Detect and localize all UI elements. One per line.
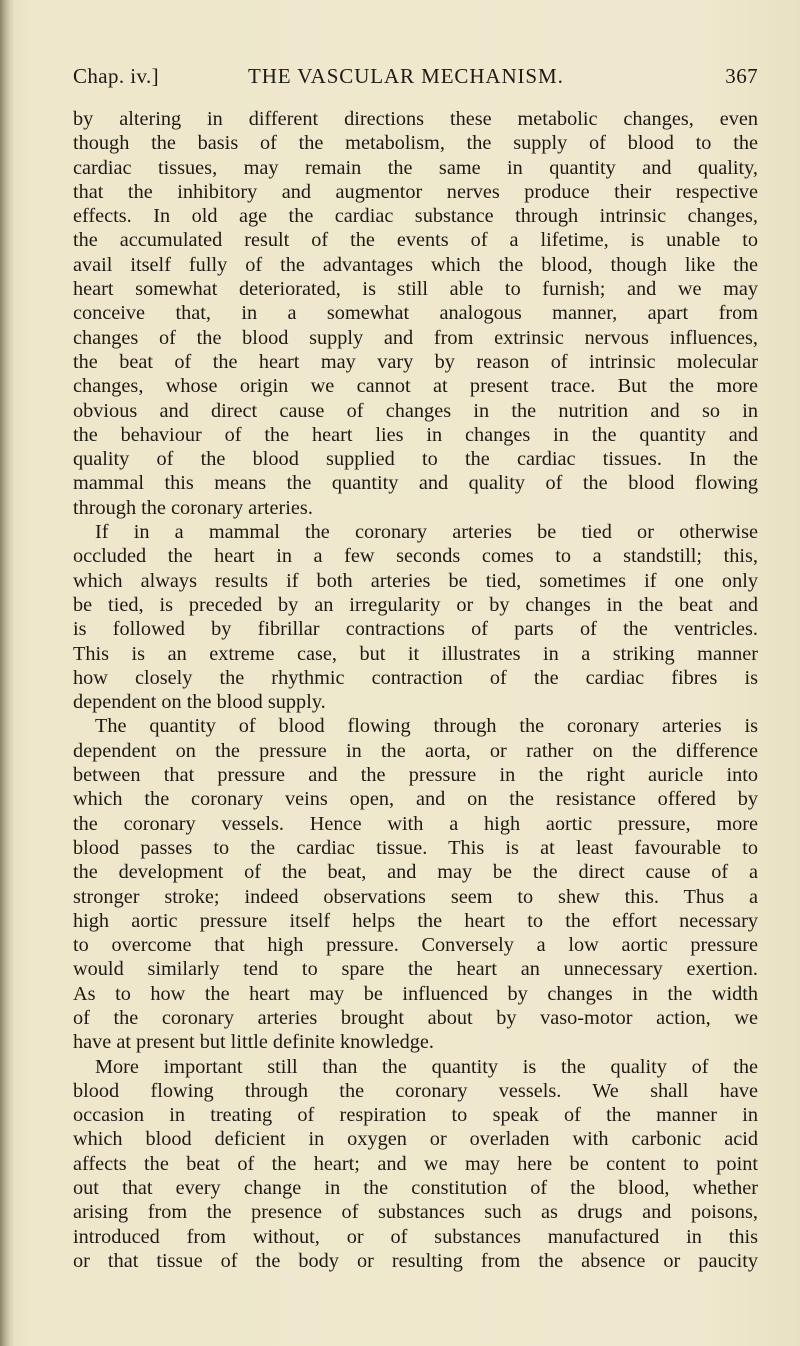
text-line: mammal this means the quantity and quality of the blood flowing [73,472,758,495]
text-line: changes, whose origin we cannot at present trace. But the more [73,375,758,398]
paragraph-start-line: The quantity of blood flowing through the coronary arteries is [95,715,758,738]
text-line: affects the beat of the heart; and we may here be content to point [73,1152,758,1175]
text-line: heart somewhat deteriorated, is still able to furnish; and we may [73,278,758,301]
text-line: though the basis of the metabolism, the supply of blood to the [73,132,758,155]
page-number: 367 [725,64,758,88]
text-line: or that tissue of the body or resulting from the absence or paucity [73,1249,758,1272]
chapter-title: THE VASCULAR MECHANISM. [248,64,564,88]
text-line: that the inhibitory and augmentor nerves produce their respective [73,180,758,203]
text-line: through the coronary arteries. [73,496,313,519]
text-line: the coronary vessels. Hence with a high aortic pressure, more [73,812,758,835]
text-line: occasion in treating of respiration to speak of the manner in [73,1104,758,1127]
text-line: obvious and direct cause of changes in the nutrition and so in [73,399,758,422]
text-line: arising from the presence of substances such as drugs and poisons, [73,1201,758,1224]
text-line: blood passes to the cardiac tissue. This is at least favourable to [73,836,758,859]
text-line: avail itself fully of the advantages which the blood, though like the [73,253,758,276]
text-line: how closely the rhythmic contraction of the cardiac fibres is [73,666,758,689]
chapter-label: Chap. iv.] [73,64,160,88]
text-line: As to how the heart may be influenced by changes in the width [73,982,758,1005]
text-line: stronger stroke; indeed observations seem to shew this. Thus a [73,885,758,908]
paragraph-start-line: If in a mammal the coronary arteries be tied or otherwise [95,521,758,544]
text-line: dependent on the pressure in the aorta, or rather on the difference [73,739,758,762]
text-line: which blood deficient in oxygen or overladen with carbonic acid [73,1128,758,1151]
text-line: the behaviour of the heart lies in changes in the quantity and [73,423,758,446]
text-line: is followed by fibrillar contractions of parts of the ventricles. [73,618,758,641]
text-line: changes of the blood supply and from extrinsic nervous influences, [73,326,758,349]
text-line: which always results if both arteries be tied, sometimes if one only [73,569,758,592]
text-line: of the coronary arteries brought about by vaso-motor action, we [73,1006,758,1029]
text-line: blood flowing through the coronary vessels. We shall have [73,1079,758,1102]
text-line: the accumulated result of the events of a lifetime, is unable to [73,229,758,252]
text-line: between that pressure and the pressure in the right auricle into [73,764,758,787]
text-line: out that every change in the constitution of the blood, whether [73,1177,758,1200]
text-line: quality of the blood supplied to the cardiac tissues. In the [73,448,758,471]
text-line: cardiac tissues, may remain the same in quantity and quality, [73,156,758,179]
text-line: high aortic pressure itself helps the heart to the effort necessary [73,909,758,932]
text-line: This is an extreme case, but it illustrates in a striking manner [73,642,758,665]
text-line: have at present but little definite knowledge. [73,1031,435,1054]
text-line: would similarly tend to spare the heart an unnecessary exertion. [73,958,758,981]
text-line: by altering in different directions these metabolic changes, even [73,108,758,130]
text-line: to overcome that high pressure. Conversely a low aortic pressure [73,934,758,957]
text-line: which the coronary veins open, and on the resistance offered by [73,788,758,811]
text-line: effects. In old age the cardiac substance through intrinsic changes, [73,205,758,228]
text-line: be tied, is preceded by an irregularity or by changes in the beat and [73,593,758,616]
body-text [73,107,758,1273]
text-line: conceive that, in a somewhat analogous manner, apart from [73,302,758,325]
text-line: the beat of the heart may vary by reason of intrinsic molecular [73,350,758,373]
text-line: the development of the beat, and may be the direct cause of a [73,861,758,884]
text-line: introduced from without, or of substances manufactured in this [73,1225,758,1248]
page-gutter-shadow [0,0,14,1346]
running-head [73,64,758,96]
text-line: occluded the heart in a few seconds comes to a standstill; this, [73,545,758,568]
paragraph-start-line: More important still than the quantity is the quality of the [95,1055,758,1078]
text-line: dependent on the blood supply. [73,691,326,714]
